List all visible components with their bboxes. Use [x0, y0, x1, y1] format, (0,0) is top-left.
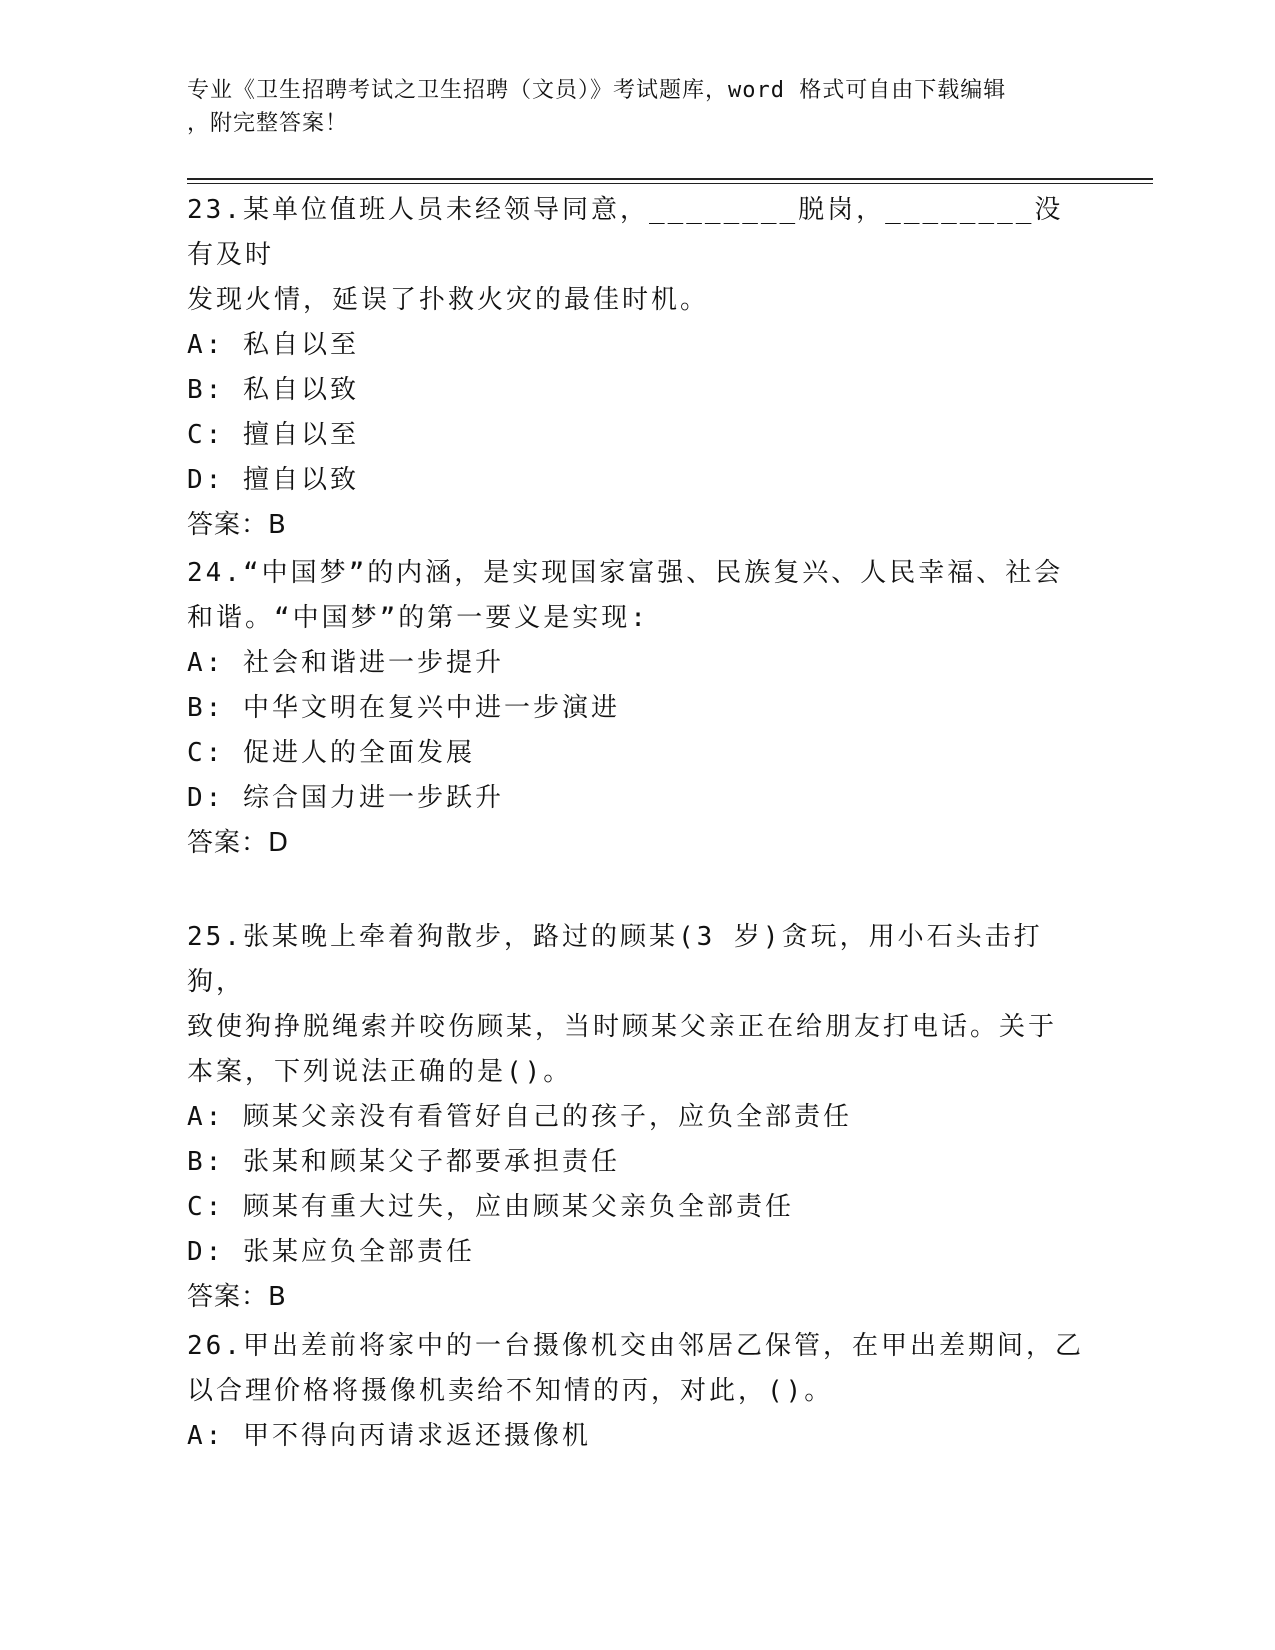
option-b: B: 私自以致	[187, 375, 359, 405]
option-c: C: 促进人的全面发展	[187, 738, 475, 768]
question-stem: 发现火情，延误了扑救火灾的最佳时机。	[187, 285, 710, 315]
option-a: A: 顾某父亲没有看管好自己的孩子，应负全部责任	[187, 1102, 852, 1132]
question-26	[187, 1324, 1087, 1459]
option-d: D: 综合国力进一步跃升	[187, 783, 504, 813]
header-divider-thick	[187, 178, 1153, 180]
question-24	[187, 551, 1087, 866]
answer: 答案：B	[187, 1282, 287, 1312]
option-a: A: 私自以至	[187, 330, 359, 360]
header-line-1: 专业《卫生招聘考试之卫生招聘（文员）》考试题库，word 格式可自由下载编辑	[187, 78, 1007, 103]
question-stem: 致使狗挣脱绳索并咬伤顾某，当时顾某父亲正在给朋友打电话。关于	[187, 1012, 1058, 1042]
option-b: B: 张某和顾某父子都要承担责任	[187, 1147, 620, 1177]
question-stem: 26.甲出差前将家中的一台摄像机交由邻居乙保管，在甲出差期间，乙	[187, 1331, 1084, 1361]
question-25	[187, 915, 1087, 1320]
option-b: B: 中华文明在复兴中进一步演进	[187, 693, 620, 723]
question-stem: 和谐。“中国梦”的第一要义是实现:	[187, 603, 649, 633]
question-stem: 以合理价格将摄像机卖给不知情的丙，对此，()。	[187, 1376, 834, 1406]
question-23	[187, 188, 1087, 548]
option-c: C: 擅自以至	[187, 420, 359, 450]
question-stem: 本案，下列说法正确的是()。	[187, 1057, 573, 1087]
question-stem: 24.“中国梦”的内涵，是实现国家富强、民族复兴、人民幸福、社会	[187, 558, 1064, 588]
option-a: A: 甲不得向丙请求返还摄像机	[187, 1421, 591, 1451]
answer: 答案：B	[187, 510, 287, 540]
question-stem: 23.某单位值班人员未经领导同意，________脱岗，________没有及时	[187, 195, 1064, 270]
question-stem: 25.张某晚上牵着狗散步，路过的顾某(3 岁)贪玩，用小石头击打狗，	[187, 922, 1043, 997]
option-d: D: 擅自以致	[187, 465, 359, 495]
header-divider-thin	[187, 183, 1153, 184]
option-c: C: 顾某有重大过失，应由顾某父亲负全部责任	[187, 1192, 794, 1222]
document-header	[187, 74, 1067, 140]
header-line-2: ，附完整答案！	[187, 111, 349, 136]
option-d: D: 张某应负全部责任	[187, 1237, 475, 1267]
option-a: A: 社会和谐进一步提升	[187, 648, 504, 678]
answer: 答案：D	[187, 828, 290, 858]
